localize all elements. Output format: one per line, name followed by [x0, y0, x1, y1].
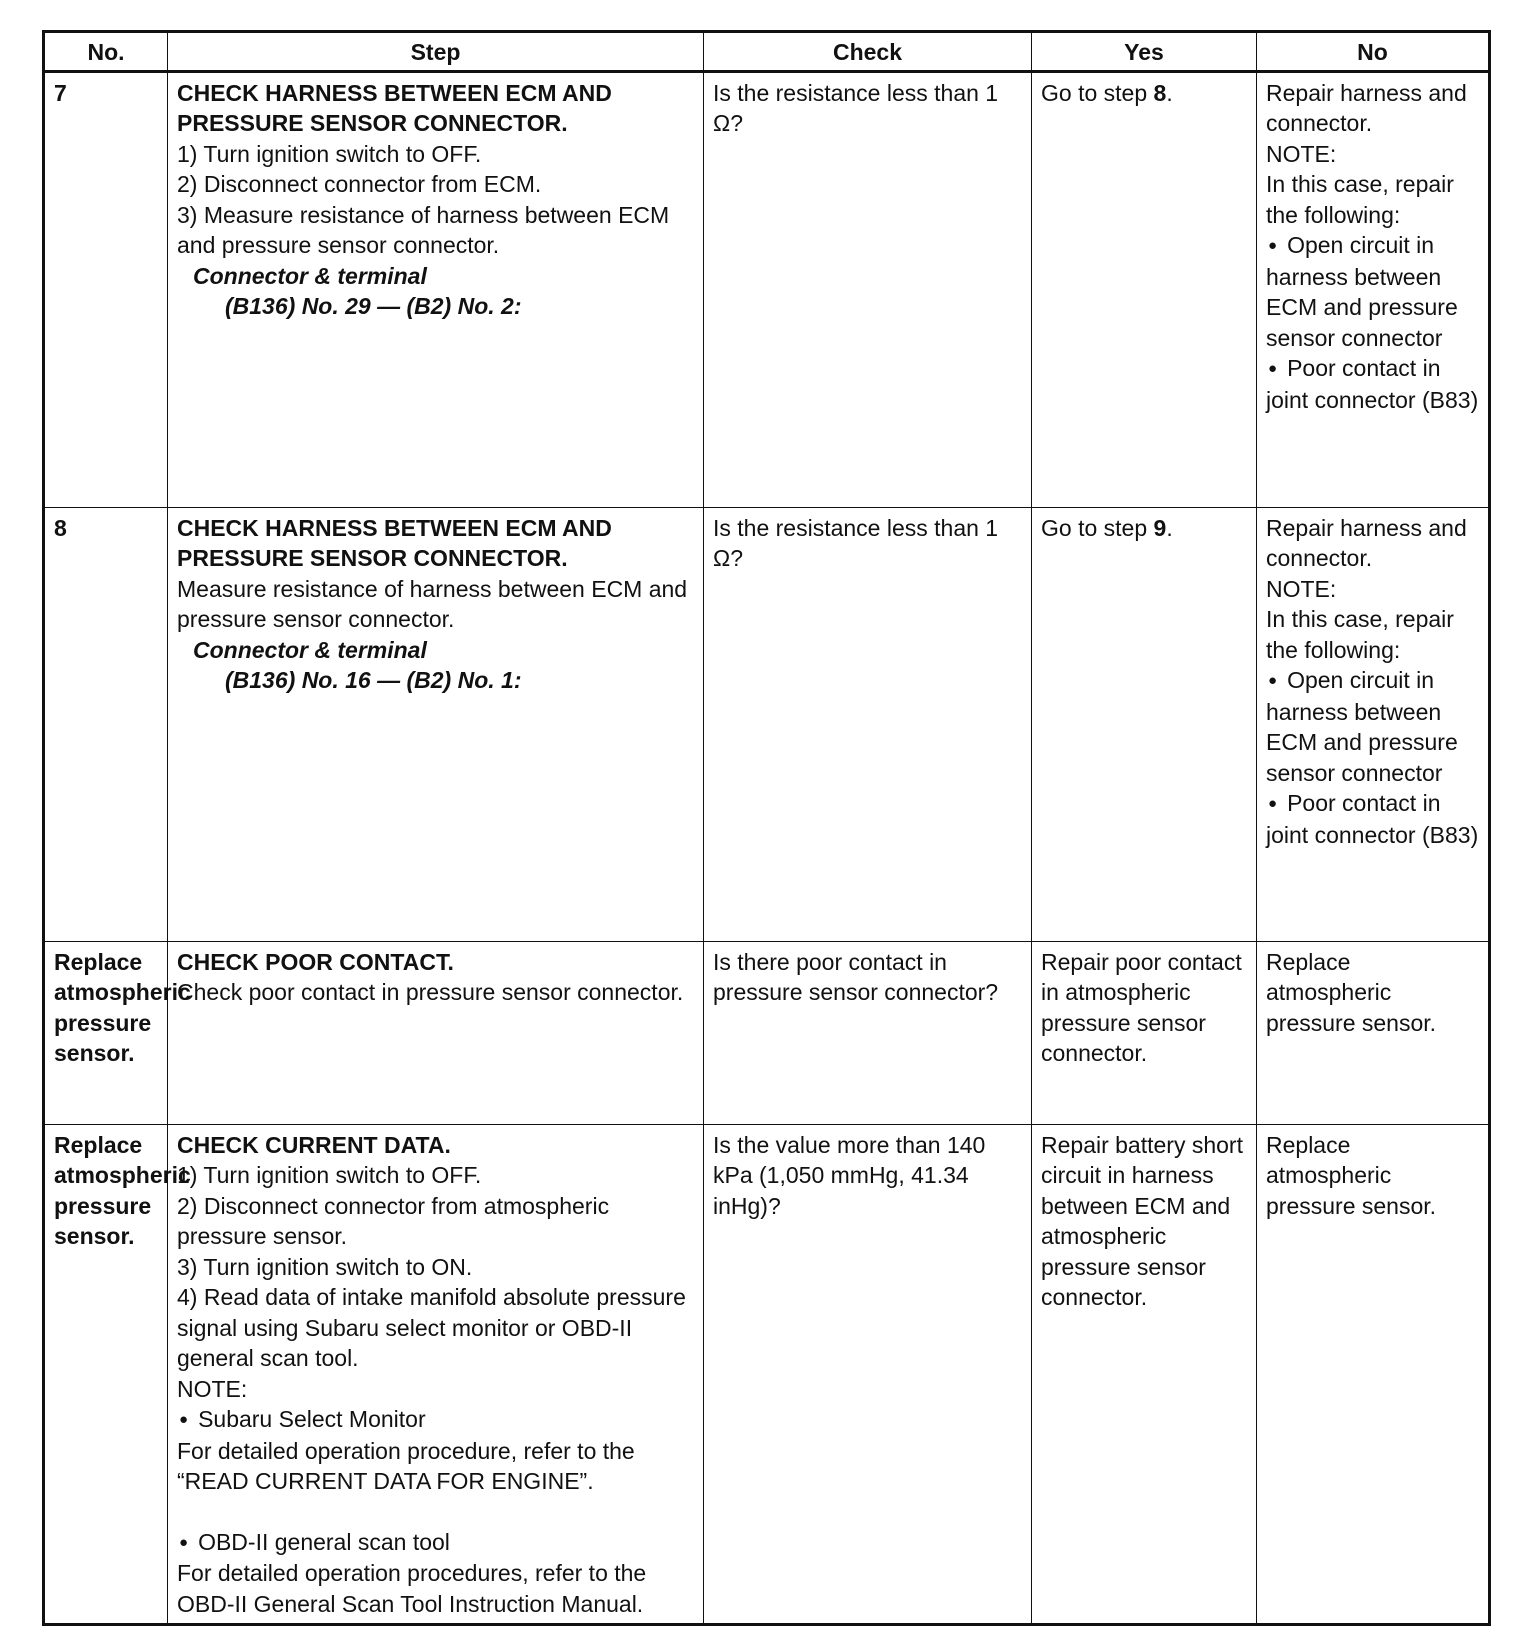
diagnostic-table: [42, 30, 1491, 1626]
connector-label: Connector & terminal: [193, 262, 427, 289]
step-line: 4) Read data of intake manifold absolute pressure signal using Subaru select monitor or OBD-II general scan tool.: [177, 1284, 686, 1371]
yes-suffix: .: [1166, 79, 1173, 106]
no-cell: [1257, 507, 1490, 941]
no-line: NOTE:: [1266, 575, 1337, 602]
no-bullet: ● Open circuit in harness between ECM and pressure sensor connector: [1266, 230, 1479, 353]
yes-step-ref: 8: [1153, 79, 1167, 106]
yes-suffix: .: [1166, 514, 1173, 541]
step-title: CHECK HARNESS BETWEEN ECM AND PRESSURE SENSOR CONNECTOR.: [177, 79, 612, 136]
yes-prefix: Go to step: [1041, 514, 1154, 541]
note-text: For detailed operation procedures, refer to the OBD-II General Scan Tool Instruction Manual.: [177, 1560, 647, 1617]
no-cell: Replace atmospheric pressure sensor.: [1257, 941, 1490, 1124]
step-line: Measure resistance of harness between ECM and pressure sensor connector.: [177, 575, 688, 632]
yes-cell: Repair poor contact in atmospheric pressure sensor connector.: [1032, 941, 1257, 1124]
no-bullet: ● Poor contact in joint connector (B83): [1266, 788, 1479, 850]
no-bullet: ● Poor contact in joint connector (B83): [1266, 353, 1479, 415]
header-row: [44, 32, 1490, 72]
step-line: Check poor contact in pressure sensor connector.: [177, 979, 684, 1005]
step-line: 2) Disconnect connector from ECM.: [177, 171, 542, 197]
no-line: Repair harness and connector.: [1266, 79, 1467, 136]
note-bullet: ● Subaru Select Monitor: [177, 1404, 694, 1436]
no-cell: [1257, 71, 1490, 507]
step-line: 2) Disconnect connector from atmospheric pressure sensor.: [177, 1192, 610, 1249]
yes-step-ref: 9: [1153, 514, 1167, 541]
connector-value: (B136) No. 29 — (B2) No. 2:: [225, 293, 522, 319]
step-title: CHECK POOR CONTACT.: [177, 948, 454, 975]
yes-prefix: Go to step: [1041, 79, 1154, 106]
no-cell: Replace atmospheric pressure sensor.: [1257, 1124, 1490, 1625]
yes-cell: [1032, 71, 1257, 507]
step-cell: [168, 1124, 704, 1625]
header-no: No.: [44, 32, 168, 72]
step-number: 7: [44, 71, 168, 507]
step-cell: [168, 507, 704, 941]
table-row: [44, 71, 1490, 507]
step-title: CHECK CURRENT DATA.: [177, 1131, 451, 1158]
note-text: For detailed operation procedure, refer to the “READ CURRENT DATA FOR ENGINE”.: [177, 1437, 635, 1494]
check-cell: Is there poor contact in pressure sensor connector?: [704, 941, 1032, 1124]
spacer: [177, 1497, 694, 1527]
step-line: 3) Measure resistance of harness between ECM and pressure sensor connector.: [177, 201, 670, 258]
check-cell: Is the value more than 140 kPa (1,050 mmHg, 41.34 inHg)?: [704, 1124, 1032, 1625]
no-bullet: ● Open circuit in harness between ECM and pressure sensor connector: [1266, 665, 1479, 788]
table-row: [44, 941, 1490, 1124]
no-line: Repair harness and connector.: [1266, 514, 1467, 571]
header-check: Check: [704, 32, 1032, 72]
step-line: NOTE:: [177, 1375, 248, 1402]
step-line: 1) Turn ignition switch to OFF.: [177, 1162, 482, 1188]
no-line: NOTE:: [1266, 140, 1337, 167]
yes-cell: [1032, 507, 1257, 941]
step-cell: [168, 71, 704, 507]
step-number: 8: [44, 507, 168, 941]
table-row: [44, 1124, 1490, 1625]
step-cell: [168, 941, 704, 1124]
no-line: In this case, repair the following:: [1266, 606, 1454, 663]
no-line: In this case, repair the following:: [1266, 171, 1454, 228]
check-cell: Is the resistance less than 1 Ω?: [704, 71, 1032, 507]
header-step: Step: [168, 32, 704, 72]
table-row: [44, 507, 1490, 941]
note-bullet: ● OBD-II general scan tool: [177, 1527, 694, 1559]
step-title: CHECK HARNESS BETWEEN ECM AND PRESSURE SENSOR CONNECTOR.: [177, 514, 612, 571]
header-no-action: No: [1257, 32, 1490, 72]
check-cell: Is the resistance less than 1 Ω?: [704, 507, 1032, 941]
connector-label: Connector & terminal: [193, 636, 427, 663]
step-number: Replace atmospheric pressure sensor.: [44, 1124, 168, 1625]
step-number: Replace atmospheric pressure sensor.: [44, 941, 168, 1124]
connector-value: (B136) No. 16 — (B2) No. 1:: [225, 667, 522, 693]
step-line: 3) Turn ignition switch to ON.: [177, 1253, 473, 1280]
header-yes: Yes: [1032, 32, 1257, 72]
step-line: 1) Turn ignition switch to OFF.: [177, 140, 482, 167]
yes-cell: Repair battery short circuit in harness between ECM and atmospheric pressure sensor connector.: [1032, 1124, 1257, 1625]
